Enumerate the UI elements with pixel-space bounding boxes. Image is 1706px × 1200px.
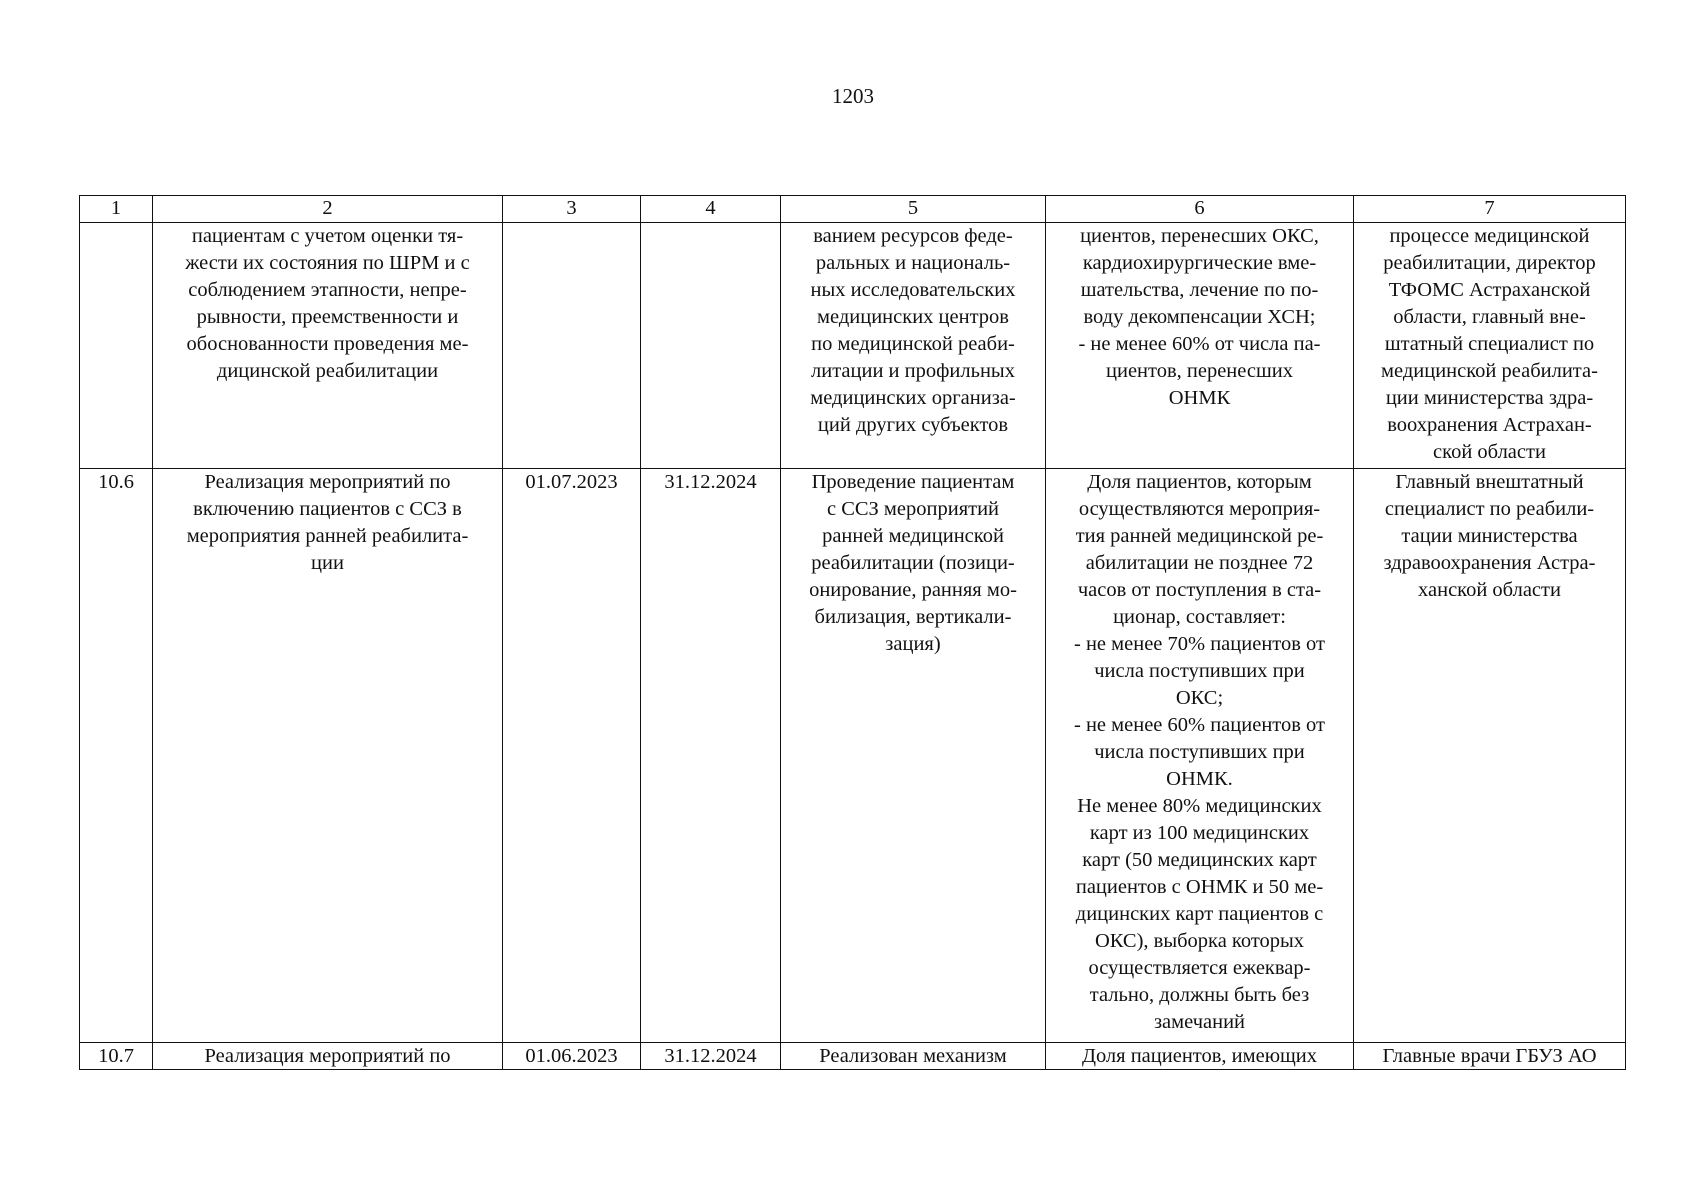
measure-name <box>153 1043 503 1070</box>
text-line: ции министерства здра- <box>1385 387 1594 409</box>
text-line: ций других субъектов <box>817 414 1009 436</box>
text-line: билизация, вертикали- <box>814 606 1012 628</box>
end-date <box>641 223 781 469</box>
header-col-5: 5 <box>781 196 1046 223</box>
row-number <box>80 223 153 469</box>
text-line: по медицинской реаби- <box>811 333 1015 355</box>
indicator <box>1046 223 1354 469</box>
indicator <box>1046 1043 1354 1070</box>
text-line: шательства, лечение по по- <box>1080 279 1319 301</box>
text-line: тации министерства <box>1401 525 1578 547</box>
text-line: Главные врачи ГБУЗ АО <box>1382 1045 1597 1067</box>
text-line: воду декомпенсации ХСН; <box>1083 306 1316 328</box>
text-line: Доля пациентов, которым <box>1087 471 1312 493</box>
text-line: абилитации не позднее 72 <box>1085 552 1314 574</box>
text-line: с ССЗ мероприятий <box>826 498 1000 520</box>
text-line: Доля пациентов, имеющих <box>1081 1045 1318 1067</box>
text-line: часов от поступления в ста- <box>1077 579 1322 601</box>
expected-result <box>781 223 1046 469</box>
text-line: циентов, перенесших <box>1106 360 1293 382</box>
text-line: пациентам с учетом оценки тя- <box>191 225 464 247</box>
header-row <box>80 196 1626 223</box>
text-line: Главный внештатный <box>1395 471 1584 493</box>
text-line: рывности, преемственности и <box>196 306 459 328</box>
text-line: Реализован механизм <box>819 1045 1007 1067</box>
indicator <box>1046 469 1354 1043</box>
text-line: замечаний <box>1153 1011 1246 1033</box>
text-line: медицинских центров <box>817 306 1009 328</box>
text-line: Реализация мероприятий по <box>204 471 451 493</box>
text-line: ральных и националь- <box>815 252 1011 274</box>
text-line: ской области <box>1433 441 1546 463</box>
table-row-10-6 <box>80 469 1626 1043</box>
text-line: обоснованности проведения ме- <box>186 333 469 355</box>
text-line: штатный специалист по <box>1384 333 1595 355</box>
text-line: процессе медицинской <box>1389 225 1590 247</box>
end-date: 31.12.2024 <box>641 469 781 1043</box>
header-col-6: 6 <box>1046 196 1354 223</box>
text-line: Реализация мероприятий по <box>204 1045 451 1067</box>
text-line: здравоохранения Астра- <box>1383 552 1596 574</box>
text-line: Не менее 80% медицинских <box>1077 795 1322 817</box>
header-col-7: 7 <box>1354 196 1626 223</box>
header-col-2: 2 <box>153 196 503 223</box>
text-line: ТФОМС Астраханской <box>1388 279 1591 301</box>
text-line: дицинских карт пациентов с <box>1075 903 1324 925</box>
text-line: ранней медицинской <box>822 525 1004 547</box>
start-date: 01.06.2023 <box>503 1043 641 1070</box>
text-line: числа поступивших при <box>1094 741 1305 763</box>
text-line: ОКС), выборка которых <box>1094 930 1305 952</box>
expected-result <box>781 469 1046 1043</box>
text-line: ных исследовательских <box>810 279 1016 301</box>
text-line: Проведение пациентам <box>811 471 1015 493</box>
text-line: пациентов с ОНМК и 50 ме- <box>1075 876 1324 898</box>
text-line: циентов, перенесших ОКС, <box>1080 225 1319 247</box>
start-date <box>503 223 641 469</box>
text-line: ОКС; <box>1175 687 1224 709</box>
text-line: жести их состояния по ШРМ и с <box>185 252 470 274</box>
text-line: кардиохирургические вме- <box>1082 252 1317 274</box>
text-line: реабилитации, директор <box>1383 252 1596 274</box>
text-line: соблюдением этапности, непре- <box>188 279 467 301</box>
text-line: онирование, ранняя мо- <box>809 579 1017 601</box>
text-line: числа поступивших при <box>1094 660 1305 682</box>
responsible <box>1354 1043 1626 1070</box>
row-number: 10.7 <box>80 1043 153 1070</box>
row-number: 10.6 <box>80 469 153 1043</box>
text-line: тально, должны быть без <box>1089 984 1310 1006</box>
expected-result <box>781 1043 1046 1070</box>
text-line: медицинской реабилита- <box>1381 360 1598 382</box>
text-line: ванием ресурсов феде- <box>813 225 1013 247</box>
table-row-10-7 <box>80 1043 1626 1070</box>
text-line: карт (50 медицинских карт <box>1082 849 1317 871</box>
text-line: литации и профильных <box>811 360 1015 382</box>
text-line: медицинских организа- <box>810 387 1016 409</box>
end-date: 31.12.2024 <box>641 1043 781 1070</box>
page-number: 1203 <box>832 84 874 108</box>
responsible <box>1354 469 1626 1043</box>
header-col-1: 1 <box>80 196 153 223</box>
text-line: дицинской реабилитации <box>216 360 439 382</box>
text-line: реабилитации (позици- <box>811 552 1015 574</box>
text-line: осуществляется ежеквар- <box>1088 957 1311 979</box>
header-col-4: 4 <box>641 196 781 223</box>
table-row-continuation <box>80 223 1626 469</box>
text-line: ОНМК <box>1168 387 1231 409</box>
text-line: мероприятия ранней реабилита- <box>186 525 469 547</box>
measures-table <box>79 195 1626 1070</box>
header-col-3: 3 <box>503 196 641 223</box>
text-line: - не менее 70% пациентов от <box>1074 633 1325 655</box>
text-line: области, главный вне- <box>1393 306 1586 328</box>
responsible <box>1354 223 1626 469</box>
text-line: ции <box>311 552 344 574</box>
text-line: ОНМК. <box>1166 768 1233 790</box>
text-line: специалист по реабили- <box>1384 498 1595 520</box>
text-line: воохранения Астрахан- <box>1387 414 1592 436</box>
text-line: включению пациентов с ССЗ в <box>193 498 462 520</box>
text-line: карт из 100 медицинских <box>1089 822 1310 844</box>
text-line: осуществляются мероприя- <box>1078 498 1321 520</box>
text-line: - не менее 60% от числа па- <box>1078 333 1321 355</box>
text-line: ханской области <box>1418 579 1561 601</box>
measure-name <box>153 469 503 1043</box>
text-line: зация) <box>885 633 941 655</box>
measure-name <box>153 223 503 469</box>
text-line: - не менее 60% пациентов от <box>1074 714 1325 736</box>
text-line: ционар, составляет: <box>1113 606 1286 628</box>
text-line: тия ранней медицинской ре- <box>1075 525 1324 547</box>
start-date: 01.07.2023 <box>503 469 641 1043</box>
